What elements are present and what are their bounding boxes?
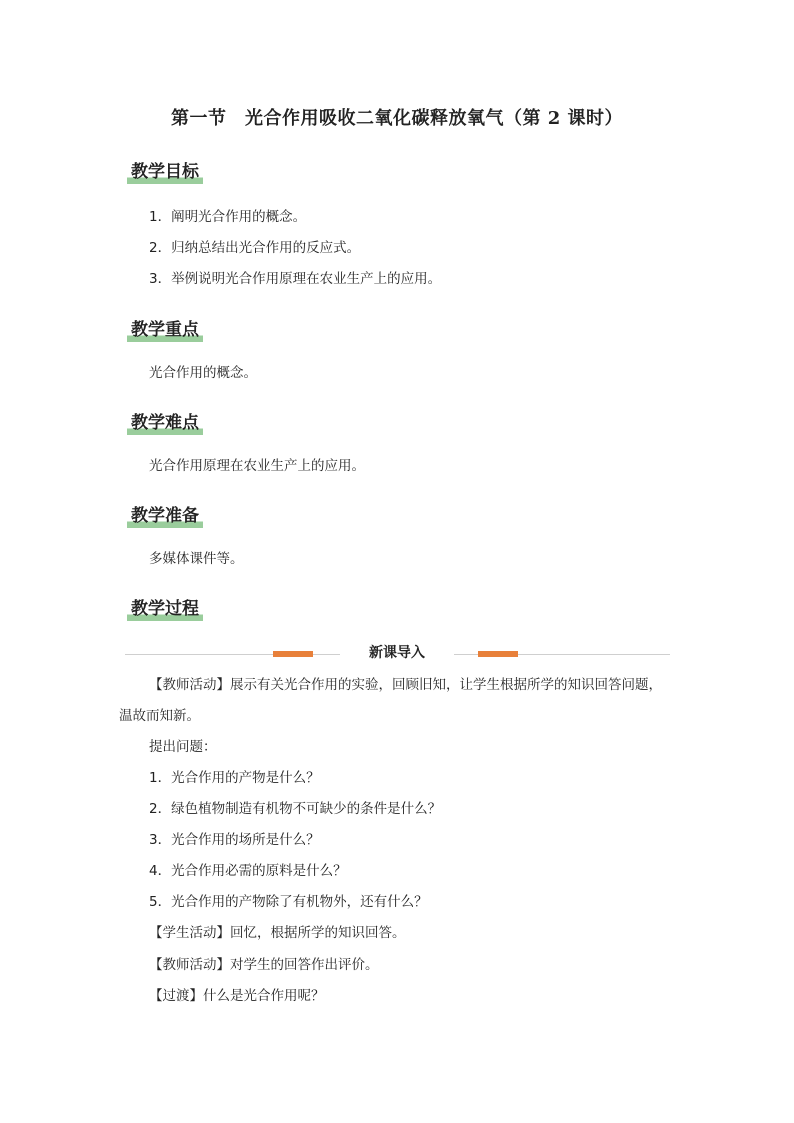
ask-questions-label: 提出问题：: [149, 739, 217, 755]
preparation-text: 多媒体课件等。: [149, 551, 244, 567]
teacher-activity-line: 温故而知新。: [119, 708, 200, 724]
teacher-activity-line: 【教师活动】展示有关光合作用的实验，回顾旧知，让学生根据所学的知识回答问题，: [149, 677, 662, 693]
objective-item: 1．阐明光合作用的概念。: [149, 209, 307, 225]
question-item: 3．光合作用的场所是什么？: [149, 832, 320, 848]
difficulties-text: 光合作用原理在农业生产上的应用。: [149, 458, 365, 474]
objective-item: 3．举例说明光合作用原理在农业生产上的应用。: [149, 271, 442, 287]
section-heading-difficulties: 教学难点: [127, 411, 203, 437]
question-item: 5．光合作用的产物除了有机物外，还有什么？: [149, 894, 428, 910]
transition-text: 【过渡】什么是光合作用呢？: [149, 988, 325, 1004]
divider-label: 新课导入: [340, 643, 454, 663]
divider-accent-right: [478, 651, 518, 657]
student-activity-text: 【学生活动】回忆，根据所学的知识回答。: [149, 925, 406, 941]
objective-item: 2．归纳总结出光合作用的反应式。: [149, 240, 361, 256]
question-item: 2．绿色植物制造有机物不可缺少的条件是什么？: [149, 801, 442, 817]
section-heading-process: 教学过程: [127, 597, 203, 623]
teacher-evaluation-text: 【教师活动】对学生的回答作出评价。: [149, 957, 379, 973]
key-points-text: 光合作用的概念。: [149, 365, 257, 381]
question-item: 4．光合作用必需的原料是什么？: [149, 863, 347, 879]
section-heading-key-points: 教学重点: [127, 318, 203, 344]
divider-accent-left: [273, 651, 313, 657]
page-title: 第一节 光合作用吸收二氧化碳释放氧气（第 2 课时）: [170, 108, 624, 129]
section-heading-preparation: 教学准备: [127, 504, 203, 530]
question-item: 1．光合作用的产物是什么？: [149, 770, 320, 786]
section-heading-objectives: 教学目标: [127, 160, 203, 186]
